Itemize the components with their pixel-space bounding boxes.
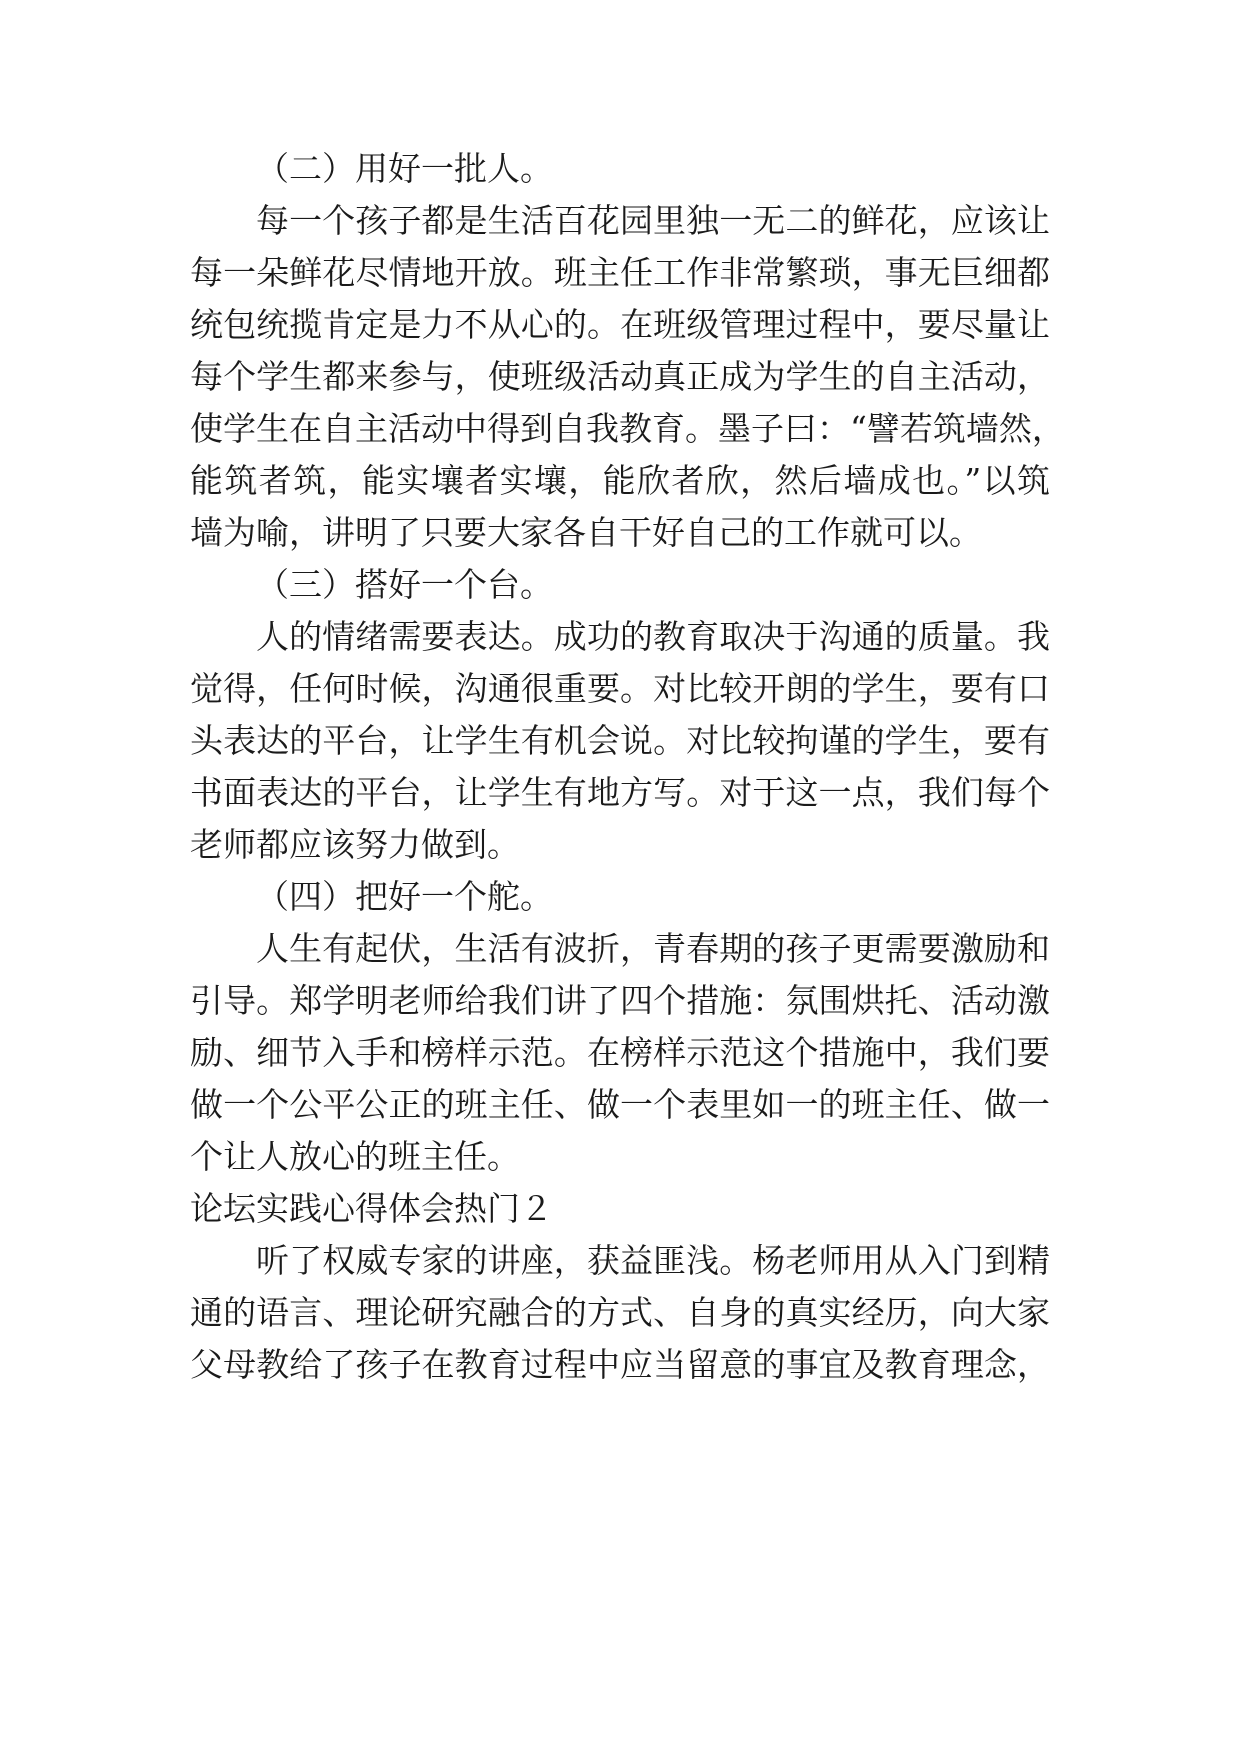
section-heading-2: （二）用好一批人。	[256, 149, 553, 188]
paragraph-line: 人的情绪需要表达。成功的教育取决于沟通的质量。我	[256, 617, 1050, 656]
paragraph-line: 统包统揽肯定是力不从心的。在班级管理过程中，要尽量让	[190, 305, 1050, 344]
paragraph-line: 能筑者筑，能实壤者实壤，能欣者欣，然后墙成也。”以筑	[190, 461, 1050, 500]
paragraph-line: 书面表达的平台，让学生有地方写。对于这一点，我们每个	[190, 773, 1050, 812]
paragraph-line: 使学生在自主活动中得到自我教育。墨子曰：“譬若筑墙然，	[190, 409, 1065, 448]
paragraph-line: 墙为喻，讲明了只要大家各自干好自己的工作就可以。	[190, 513, 982, 552]
paragraph-line: 老师都应该努力做到。	[190, 825, 520, 864]
paragraph-line: 觉得，任何时候，沟通很重要。对比较开朗的学生，要有口	[190, 669, 1050, 708]
paragraph-line: 通的语言、理论研究融合的方式、自身的真实经历，向大家	[190, 1293, 1050, 1332]
paragraph-line: 父母教给了孩子在教育过程中应当留意的事宜及教育理念，	[190, 1345, 1050, 1384]
paragraph-line: 人生有起伏，生活有波折，青春期的孩子更需要激励和	[256, 929, 1050, 968]
paragraph-line: 每一朵鲜花尽情地开放。班主任工作非常繁琐，事无巨细都	[190, 253, 1050, 292]
article-title: 论坛实践心得体会热门２	[190, 1189, 553, 1228]
paragraph-line: 每一个孩子都是生活百花园里独一无二的鲜花，应该让	[256, 201, 1050, 240]
section-heading-3: （三）搭好一个台。	[256, 565, 553, 604]
paragraph-line: 听了权威专家的讲座，获益匪浅。杨老师用从入门到精	[256, 1241, 1050, 1280]
paragraph-line: 头表达的平台，让学生有机会说。对比较拘谨的学生，要有	[190, 721, 1050, 760]
paragraph-line: 励、细节入手和榜样示范。在榜样示范这个措施中，我们要	[190, 1033, 1050, 1072]
paragraph-line: 引导。郑学明老师给我们讲了四个措施：氛围烘托、活动激	[190, 981, 1050, 1020]
section-heading-4: （四）把好一个舵。	[256, 877, 553, 916]
paragraph-line: 每个学生都来参与，使班级活动真正成为学生的自主活动，	[190, 357, 1050, 396]
paragraph-line: 个让人放心的班主任。	[190, 1137, 520, 1176]
paragraph-line: 做一个公平公正的班主任、做一个表里如一的班主任、做一	[190, 1085, 1050, 1124]
